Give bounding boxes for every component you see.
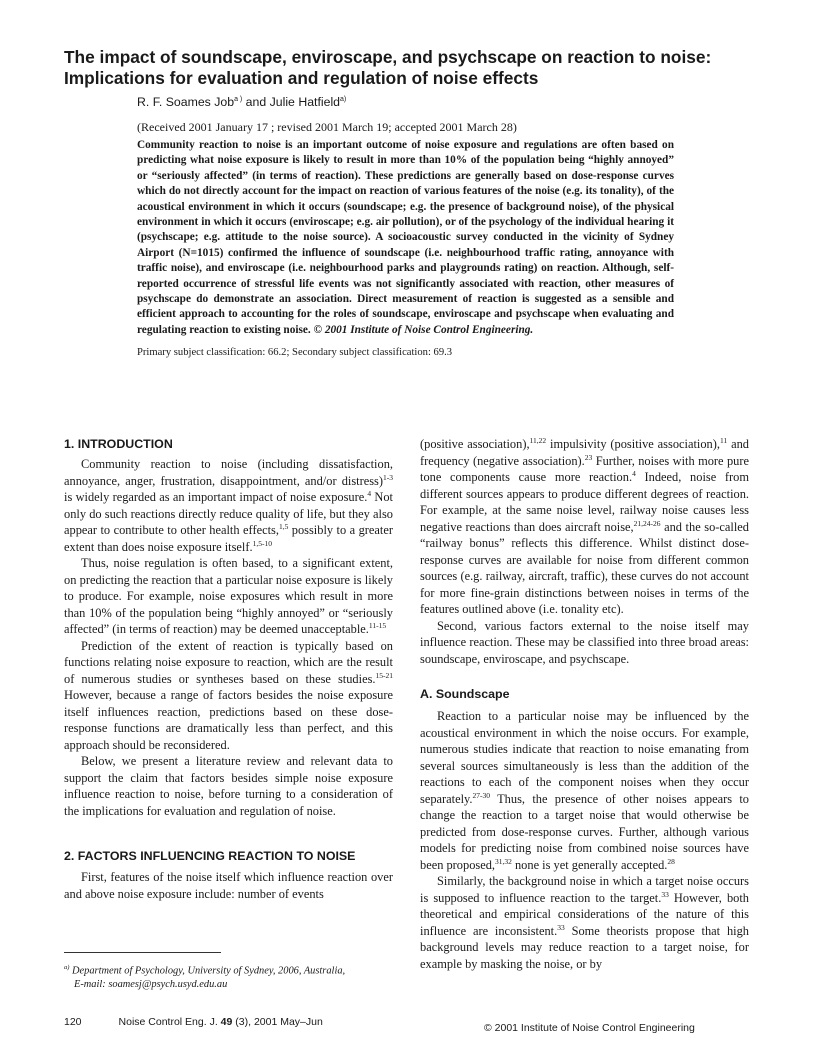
text: and the so-called “railway bonus” reflects this difference. Whilst distinct dose-response curves are available for noise from different common sources (e.g. railway, aircraft, traffic), these curves do not account for more fine-grain distinctions between noises in terms of the features outlined above (i.e. tonality etc). xyxy=(420,519,749,616)
author-list xyxy=(137,95,346,109)
text: none is yet generally accepted. xyxy=(511,857,668,872)
text: However, both theoretical and empirical considerations of the nature of this influence are inconsistent. xyxy=(420,890,749,938)
text: Prediction of the extent of reaction is typically based on functions relating noise exposure to reaction, which are the result of numerous studies or syntheses based on these studies. xyxy=(64,638,393,686)
author-conjunction: and xyxy=(245,95,267,109)
right-column xyxy=(420,436,749,972)
citation: 1,5-10 xyxy=(252,538,272,548)
text: (positive association), xyxy=(420,437,530,451)
section-heading-introduction: 1. INTRODUCTION xyxy=(64,437,173,451)
subsection-heading-soundscape: A. Soundscape xyxy=(420,687,510,701)
page-footer-left xyxy=(64,1016,323,1028)
text: is widely regarded as an important impact of noise exposure. xyxy=(64,490,368,504)
paragraph: Second, various factors external to the noise itself may influence reaction. These may be classified into three broad areas: soundscape, enviroscape, and psychscape. xyxy=(420,618,749,666)
journal-issue: (3), 2001 May–Jun xyxy=(232,1016,323,1028)
paragraph xyxy=(64,456,393,555)
paragraph xyxy=(64,638,393,754)
citation: 11,22 xyxy=(529,435,547,445)
footnote xyxy=(64,961,345,992)
received-dates: (Received 2001 January 17 ; revised 2001 March 19; accepted 2001 March 28) xyxy=(137,120,517,134)
citation: 33 xyxy=(557,922,565,932)
abstract xyxy=(137,138,674,338)
citation: 23 xyxy=(584,452,593,462)
paragraph xyxy=(420,873,749,972)
citation: 31,32 xyxy=(495,856,512,866)
abstract-body: Community reaction to noise is an important outcome of noise exposure and regulations are often based on predicting what noise exposure is likely to result in more than 10% of the population being “highly annoyed” or “seriously affected” (in terms of reaction). These predictions are generally based on dose-response curves which do not directly account for the impact on reaction of various features of the noise (e.g. its tonality), of the acoustical environment in which it occurs (soundscape; e.g. the presence of background noise), of the physical environment in which it occurs (enviroscape; e.g. air pollution), or of the psychology of the individual hearing it (psychscape; e.g. attitude to the noise source). A socioacoustic survey conducted in the vicinity of Sydney Airport (N=1015) confirmed the influence of soundscape (i.e. neighbourhood traffic rating, annoyance with traffic noise), and enviroscape (i.e. neighbourhood parks and playgrounds rating) on reaction. Although, self-reported occurrence of stressful life events was not significantly associated with reaction, other measures of psychscape do demonstrate an association. Direct measurement of reaction is suggested as a sensible and efficient approach to accounting for the roles of soundscape, enviroscape and psychscape when evaluating and regulating reaction to existing noise. xyxy=(137,139,674,336)
text: Further, noises with more pure tone components cause more reaction. xyxy=(420,453,750,484)
text: and frequency (negative association). xyxy=(420,437,749,468)
author-2: Julie Hatfield xyxy=(269,95,341,109)
title-line-1: The impact of soundscape, enviroscape, and psychscape on reaction to noise: xyxy=(64,47,712,67)
citation: 4 xyxy=(632,468,636,478)
text: Indeed, noise from different sources appears to produce different degrees of reaction. For example, at the same noise level, railway noise causes less negative reactions than does aircraft noise, xyxy=(420,470,750,534)
paper-title xyxy=(64,47,764,89)
author-2-affiliation-mark: a) xyxy=(340,95,347,103)
text: Not only do such reactions directly reduce quality of life, but they also appear to contribute to other health effects, xyxy=(64,490,393,537)
paragraph xyxy=(64,555,393,638)
citation: 1,5 xyxy=(278,521,289,531)
citation: 11 xyxy=(719,435,728,445)
citation: 4 xyxy=(367,488,372,498)
citation: 27-30 xyxy=(472,790,491,800)
text: Thus, noise regulation is often based, to a significant extent, on predicting the reaction that a particular noise exposure is likely to produce. For example, noise exposures which result in more than 10% of the population being “highly annoyed” or “seriously affected” (in terms of reaction) may be deemed unacceptable. xyxy=(64,556,393,636)
paragraph xyxy=(420,708,749,873)
text: impulsivity (positive association), xyxy=(546,437,720,451)
citation: 11-15 xyxy=(368,620,387,630)
footnote-mark: a) xyxy=(64,964,70,971)
footnote-line-1 xyxy=(64,961,345,978)
footnote-divider xyxy=(64,952,221,953)
section-heading-factors: 2. FACTORS INFLUENCING REACTION TO NOISE xyxy=(64,849,356,863)
text: Some theorists propose that high background levels may reduce reaction to a target noise, for example by masking the noise, or by xyxy=(420,923,749,971)
page-footer-copyright: © 2001 Institute of Noise Control Engineering xyxy=(484,1022,695,1034)
citation: 33 xyxy=(661,889,669,899)
subject-classification: Primary subject classification: 66.2; Secondary subject classification: 69.3 xyxy=(137,347,453,358)
citation: 1-3 xyxy=(383,472,393,482)
citation: 28 xyxy=(667,856,675,866)
abstract-copyright: © 2001 Institute of Noise Control Engineering. xyxy=(313,323,534,336)
title-line-2: Implications for evaluation and regulation of noise effects xyxy=(64,68,539,88)
text: Reaction to a particular noise may be influenced by the acoustical environment in which the noise occurs. For example, numerous studies indicate that reaction to noise emanating from several sources simultaneously is less than the addition of the reactions to each of the component noises when they occur separately. xyxy=(420,709,749,806)
journal-volume: 49 xyxy=(220,1016,233,1028)
text: However, because a range of factors besides the noise exposure itself influences reaction, predictions based on these dose-response functions are dramatically less than perfect, and this approach should be reconsidered. xyxy=(64,688,393,752)
page-number: 120 xyxy=(64,1016,82,1028)
paragraph: First, features of the noise itself which influence reaction over and above noise exposure include: number of events xyxy=(64,870,393,901)
text: Community reaction to noise (including dissatisfaction, annoyance, anger, frustration, disappointment, and/or distress) xyxy=(64,457,393,488)
author-1-affiliation-mark: a ) xyxy=(234,95,243,103)
citation: 15-21 xyxy=(375,670,393,680)
text: Similarly, the background noise in which a target noise occurs is supposed to influence reaction to the target. xyxy=(420,874,749,905)
author-1: R. F. Soames Job xyxy=(137,95,235,109)
footnote-affiliation: Department of Psychology, University of Sydney, 2006, Australia, xyxy=(69,965,346,977)
footnote-email: E-mail: soamesj@psych.usyd.edu.au xyxy=(74,979,228,991)
left-column xyxy=(64,436,393,902)
text: Thus, the presence of other noises appears to change the reaction to a target noise that would otherwise be predicted from dose-response curves. Further, although various models for predicting noise from combined noise sources have been proposed, xyxy=(420,791,749,872)
paragraph: Below, we present a literature review and relevant data to support the claim that factors besides simple noise exposure influence reaction to noise, before turning to a consideration of the implications for evaluation and regulation of noise. xyxy=(64,754,393,818)
journal-name: Noise Control Eng. J. xyxy=(118,1016,221,1028)
text: possibly to a greater extent than does noise exposure itself. xyxy=(64,523,394,554)
citation: 21,24-26 xyxy=(633,518,661,528)
paragraph xyxy=(420,436,749,618)
